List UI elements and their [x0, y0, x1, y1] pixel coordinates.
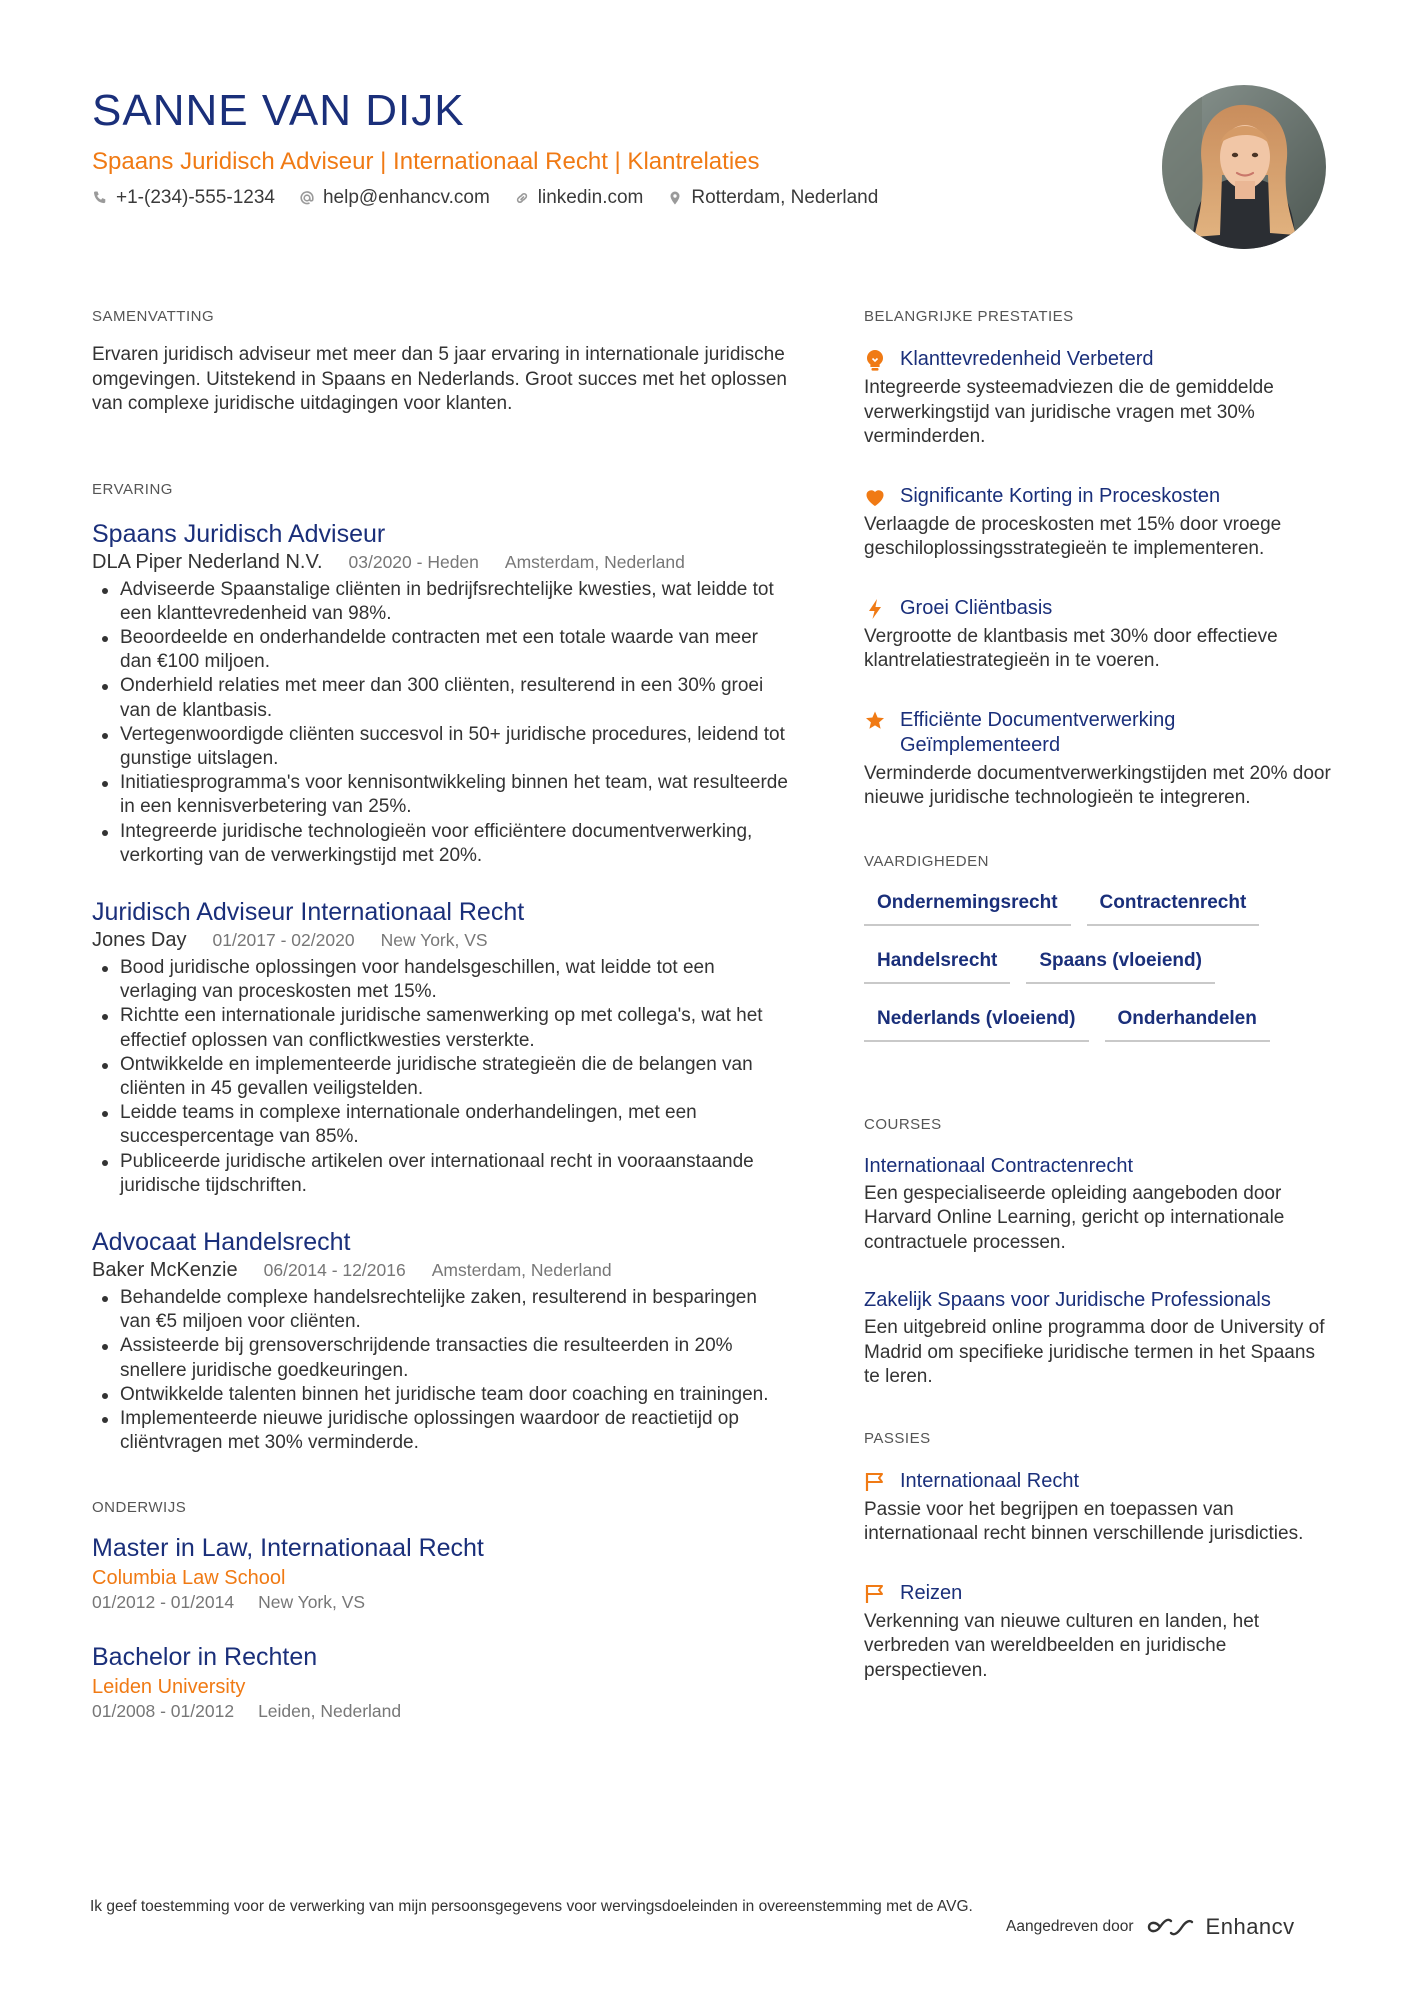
heart-icon: [864, 485, 886, 509]
skill-tag: Contractenrecht: [1087, 884, 1260, 926]
achievement-text: Verminderde documentverwerkingstijden met 20% door nieuwe juridische technologieën te integreren.: [864, 762, 1331, 808]
flag-icon: [864, 1470, 886, 1494]
list-item: Vertegenwoordigde cliënten succesvol in 50+ juridische procedures, leidend tot gunstige uitslagen.: [92, 723, 792, 771]
achievement-item: [864, 596, 1334, 674]
lightning-icon: [864, 597, 886, 621]
skills-list: [864, 884, 1324, 1058]
passion-item: [864, 1469, 1334, 1547]
candidate-headline: Spaans Juridisch Adviseur | Internationaal Recht | Klantrelaties: [92, 148, 760, 175]
experience-section: [92, 481, 792, 1456]
profile-photo: [1162, 85, 1326, 249]
brand-name: Enhancv: [1205, 1914, 1295, 1939]
skills-section: [864, 853, 1334, 1058]
location-text: Rotterdam, Nederland: [691, 187, 879, 208]
achievement-title: Significante Korting in Proceskosten: [900, 484, 1221, 507]
course-text: Een uitgebreid online programma door de University of Madrid om specifieke juridische termen in het Spaans te leren.: [864, 1317, 1325, 1387]
edu-meta: [92, 1592, 792, 1613]
passion-text: Passie voor het begrijpen en toepassen van internationaal recht binnen verschillende jurisdicties.: [864, 1498, 1304, 1544]
contact-phone[interactable]: [92, 187, 275, 209]
courses-section: [864, 1116, 1334, 1390]
job-title: Advocaat Handelsrecht: [92, 1227, 351, 1256]
courses-heading: COURSES: [864, 1115, 942, 1133]
phone-icon: [92, 190, 108, 206]
passion-item: [864, 1581, 1334, 1684]
star-icon: [864, 709, 886, 733]
job-location: Amsterdam, Nederland: [431, 1259, 612, 1280]
job-bullets: [92, 956, 792, 1198]
list-item: Beoordeelde en onderhandelde contracten met een totale waarde van meer dan €100 miljoen.: [92, 626, 792, 674]
list-item: Adviseerde Spaanstalige cliënten in bedrijfsrechtelijke kwesties, wat leidde tot een klanttevredenheid van 98%.: [92, 578, 792, 626]
course-item: [864, 1155, 1334, 1256]
skills-heading: VAARDIGHEDEN: [864, 852, 989, 870]
edu-degree: Master in Law, Internationaal Recht: [92, 1534, 484, 1563]
email-text: help@enhancv.com: [322, 187, 490, 208]
job-location: Amsterdam, Nederland: [504, 551, 685, 572]
achievement-item: [864, 708, 1334, 811]
achievement-item: [864, 484, 1334, 562]
summary-heading: SAMENVATTING: [92, 308, 215, 325]
achievement-title: Groei Cliëntbasis: [900, 596, 1053, 619]
job-meta: [92, 929, 792, 952]
consent-text: Ik geef toestemming voor de verwerking van mijn persoonsgegevens voor wervingsdoeleinden in overeenstemming met de AVG.: [90, 1898, 973, 1915]
at-icon: [299, 190, 315, 206]
skill-tag: Handelsrecht: [864, 942, 1010, 984]
summary-text: Ervaren juridisch adviseur met meer dan 5 jaar ervaring in internationale juridische omgevingen. Uitstekend in Spaans en Nederlands. Groot succes met het oplossen van complexe juridische uitdagingen voor klanten.: [92, 344, 787, 414]
edu-location: Leiden, Nederland: [258, 1701, 402, 1722]
skill-tag: Ondernemingsrecht: [864, 884, 1071, 926]
location-pin-icon: [667, 190, 683, 206]
edu-degree: Bachelor in Rechten: [92, 1643, 318, 1672]
job-company: Jones Day: [92, 928, 187, 951]
education-entry: [92, 1534, 792, 1613]
skill-tag: Nederlands (vloeiend): [864, 1000, 1089, 1042]
course-title: Internationaal Contractenrecht: [864, 1154, 1134, 1177]
job-meta: [92, 551, 792, 574]
list-item: Leidde teams in complexe internationale onderhandelingen, met een succespercentage van 85%.: [92, 1101, 792, 1149]
passion-title: Internationaal Recht: [900, 1469, 1080, 1492]
summary-section: [92, 308, 792, 417]
education-section: [92, 1499, 792, 1722]
job-entry: [92, 898, 792, 1198]
edu-dates: 01/2012 - 01/2014: [92, 1592, 235, 1613]
list-item: Bood juridische oplossingen voor handelsgeschillen, wat leidde tot een verlaging van proceskosten met 15%.: [92, 956, 792, 1004]
passions-section: [864, 1430, 1334, 1684]
list-item: Publiceerde juridische artikelen over internationaal recht in vooraanstaande juridische tijdschriften.: [92, 1150, 792, 1198]
skill-tag: Spaans (vloeiend): [1026, 942, 1215, 984]
flag-icon: [864, 1582, 886, 1606]
achievement-text: Verlaagde de proceskosten met 15% door vroege geschiloplossingsstrategieën te implementeren.: [864, 513, 1282, 559]
job-entry: [92, 1228, 792, 1455]
experience-heading: ERVARING: [92, 480, 173, 498]
education-entry: [92, 1643, 792, 1722]
edu-location: New York, VS: [258, 1592, 366, 1613]
list-item: Ontwikkelde en implementeerde juridische strategieën die de belangen van cliënten in 45 gevallen veiligstelden.: [92, 1053, 792, 1101]
achievements-heading: BELANGRIJKE PRESTATIES: [864, 308, 1074, 325]
enhancv-logo-icon: [1146, 1915, 1194, 1939]
linkedin-text: linkedin.com: [537, 187, 644, 208]
achievements-section: [864, 308, 1334, 811]
powered-by-label: Aangedreven door: [1006, 1918, 1134, 1935]
job-company: DLA Piper Nederland N.V.: [92, 550, 323, 573]
edu-school: Leiden University: [92, 1676, 246, 1699]
phone-text: +1-(234)-555-1234: [116, 187, 275, 208]
list-item: Assisteerde bij grensoverschrijdende transacties die resulteerden in 20% snellere juridische goedkeuringen.: [92, 1334, 792, 1382]
job-meta: [92, 1259, 792, 1282]
job-bullets: [92, 1286, 792, 1455]
passion-title: Reizen: [900, 1581, 963, 1604]
achievement-text: Integreerde systeemadviezen die de gemiddelde verwerkingstijd van juridische vragen met 30% verminderden.: [864, 377, 1274, 447]
job-dates: 03/2020 - Heden: [348, 551, 479, 572]
list-item: Behandelde complexe handelsrechtelijke zaken, resulterend in besparingen van €5 miljoen voor cliënten.: [92, 1286, 792, 1334]
job-entry: [92, 520, 792, 868]
job-location: New York, VS: [380, 929, 488, 950]
list-item: Integreerde juridische technologieën voor efficiëntere documentverwerking, verkorting van de verwerkingstijd met 20%.: [92, 820, 792, 868]
avatar: [1162, 85, 1326, 249]
job-title: Juridisch Adviseur Internationaal Recht: [92, 897, 525, 926]
achievement-text: Vergrootte de klantbasis met 30% door effectieve klantrelatiestrategieën in te voeren.: [864, 625, 1278, 671]
edu-school: Columbia Law School: [92, 1567, 286, 1590]
link-icon: [514, 190, 530, 206]
contact-linkedin[interactable]: [514, 187, 644, 209]
powered-by[interactable]: [1006, 1914, 1295, 1940]
edu-meta: [92, 1701, 792, 1722]
edu-dates: 01/2008 - 01/2012: [92, 1701, 235, 1722]
contact-bar: [92, 187, 878, 209]
achievement-title: Efficiënte Documentverwerking Geïmplementeerd: [900, 708, 1176, 756]
job-title: Spaans Juridisch Adviseur: [92, 519, 386, 548]
course-text: Een gespecialiseerde opleiding aangeboden door Harvard Online Learning, gericht op internationale contractuele processen.: [864, 1182, 1285, 1253]
list-item: Richtte een internationale juridische samenwerking op met collega's, wat het effectief oplossen van conflictkwesties versterkte.: [92, 1004, 792, 1052]
list-item: Implementeerde nieuwe juridische oplossingen waardoor de reactietijd op cliëntvragen met 30% verminderde.: [92, 1407, 792, 1455]
left-column: [92, 308, 792, 1752]
list-item: Initiatiesprogramma's voor kennisontwikkeling binnen het team, wat resulteerde in een kennisverbetering van 25%.: [92, 771, 792, 819]
skill-tag: Onderhandelen: [1105, 1000, 1270, 1042]
list-item: Onderhield relaties met meer dan 300 cliënten, resulterend in een 30% groei van de klantbasis.: [92, 674, 792, 722]
passions-heading: PASSIES: [864, 1429, 931, 1447]
course-title: Zakelijk Spaans voor Juridische Professionals: [864, 1289, 1271, 1311]
right-column: [864, 308, 1334, 1717]
contact-location: [667, 187, 878, 209]
candidate-name: SANNE VAN DIJK: [92, 86, 465, 135]
job-dates: 01/2017 - 02/2020: [212, 929, 355, 950]
list-item: Ontwikkelde talenten binnen het juridische team door coaching en trainingen.: [92, 1383, 792, 1407]
education-heading: ONDERWIJS: [92, 1499, 187, 1517]
lightbulb-icon: [864, 348, 886, 372]
passion-text: Verkenning van nieuwe culturen en landen, het verbreden van wereldbeelden en juridische perspectieven.: [864, 1610, 1260, 1681]
achievement-title: Klanttevredenheid Verbeterd: [900, 348, 1154, 370]
achievement-item: [864, 347, 1334, 450]
course-item: [864, 1289, 1334, 1390]
job-company: Baker McKenzie: [92, 1258, 238, 1281]
contact-email[interactable]: [299, 187, 490, 209]
job-bullets: [92, 578, 792, 868]
job-dates: 06/2014 - 12/2016: [263, 1259, 406, 1280]
